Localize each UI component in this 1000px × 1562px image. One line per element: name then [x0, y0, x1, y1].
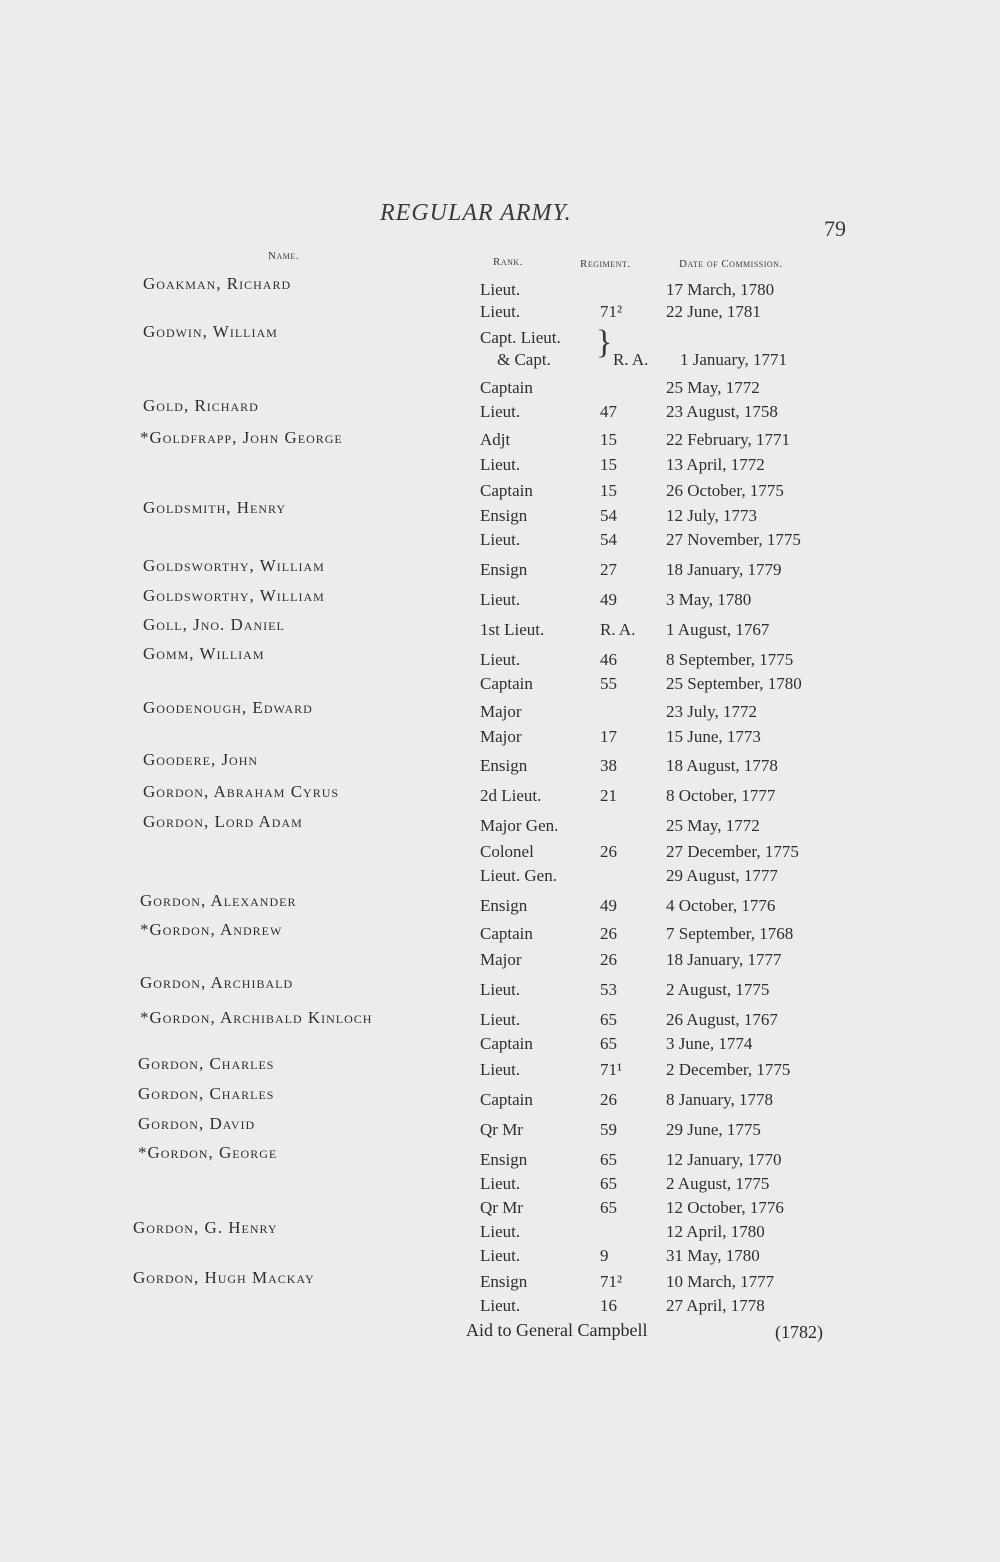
officer-name: Gold, Richard: [143, 396, 259, 415]
date-cell: 8 September, 1775: [666, 650, 794, 669]
regiment-cell: 26: [600, 842, 617, 861]
officer-name: Goldsworthy, William: [143, 556, 325, 575]
rank-cell: Qr Mr: [480, 1198, 523, 1217]
rank-cell: Ensign: [480, 1272, 528, 1291]
date-cell: 7 September, 1768: [666, 924, 794, 943]
rank-cell: Lieut.: [480, 1246, 521, 1265]
regiment-cell: 27: [600, 560, 617, 579]
officer-name: Gordon, Lord Adam: [143, 812, 303, 831]
rank-cell: Captain: [480, 1034, 533, 1053]
rank-cell: Lieut.: [480, 455, 521, 474]
date-cell: 12 April, 1780: [666, 1222, 765, 1241]
regiment-cell: R. A.: [613, 350, 649, 369]
officer-name: Goodere, John: [143, 750, 259, 769]
regiment-cell: 15: [600, 481, 617, 500]
rank-cell: Ensign: [480, 1150, 528, 1169]
regiment-cell: 65: [600, 1034, 617, 1053]
rank-cell: Captain: [480, 1090, 533, 1109]
date-cell: 15 June, 1773: [666, 727, 761, 746]
date-cell: 2 August, 1775: [666, 980, 770, 999]
rank-cell: Lieut.: [480, 1060, 521, 1079]
footer-note: Aid to General Campbell: [466, 1320, 648, 1340]
regiment-cell: 9: [600, 1246, 609, 1265]
regiment-cell: 65: [600, 1174, 617, 1193]
date-cell: 22 February, 1771: [666, 430, 791, 449]
date-cell: 26 August, 1767: [666, 1010, 778, 1029]
footer-year: (1782): [775, 1322, 823, 1342]
officer-name: Goll, Jno. Daniel: [143, 615, 285, 634]
date-cell: 25 May, 1772: [666, 378, 760, 397]
officer-name: Goakman, Richard: [143, 274, 292, 293]
date-cell: 3 May, 1780: [666, 590, 752, 609]
rank-cell: Ensign: [480, 560, 528, 579]
regiment-cell: 17: [600, 727, 617, 746]
rank-cell: 1st Lieut.: [480, 620, 545, 639]
date-cell: 1 January, 1771: [680, 350, 788, 369]
regiment-cell: 38: [600, 756, 617, 775]
rank-cell: Qr Mr: [480, 1120, 523, 1139]
date-cell: 17 March, 1780: [666, 280, 775, 299]
date-cell: 8 October, 1777: [666, 786, 776, 805]
date-cell: 12 October, 1776: [666, 1198, 784, 1217]
rank-cell: Lieut.: [480, 590, 521, 609]
rank-cell: Captain: [480, 924, 533, 943]
date-cell: 23 August, 1758: [666, 402, 778, 421]
rank-cell: Ensign: [480, 506, 528, 525]
date-cell: 4 October, 1776: [666, 896, 776, 915]
date-cell: 2 December, 1775: [666, 1060, 791, 1079]
column-header-name: Name.: [268, 250, 299, 262]
rank-cell: Captain: [480, 378, 533, 397]
regiment-cell: 16: [600, 1296, 617, 1315]
date-cell: 8 January, 1778: [666, 1090, 774, 1109]
rank-cell: Ensign: [480, 756, 528, 775]
regiment-cell: 47: [600, 402, 617, 421]
officer-name: Gordon, Charles: [138, 1054, 275, 1073]
date-cell: 25 May, 1772: [666, 816, 760, 835]
column-header-rank: Rank.: [493, 256, 523, 268]
date-cell: 29 June, 1775: [666, 1120, 761, 1139]
officer-name: Gordon, Hugh Mackay: [133, 1268, 315, 1287]
date-cell: 27 December, 1775: [666, 842, 799, 861]
rank-cell: Lieut.: [480, 402, 521, 421]
date-cell: 13 April, 1772: [666, 455, 765, 474]
officer-name: *Goldfrapp, John George: [140, 428, 343, 447]
rank-cell: Lieut.: [480, 302, 521, 321]
rank-cell: Colonel: [480, 842, 534, 861]
column-header-regiment: Regiment.: [580, 258, 631, 270]
regiment-cell: R. A.: [600, 620, 636, 639]
rank-cell: Major: [480, 702, 522, 721]
date-cell: 29 August, 1777: [666, 866, 778, 885]
date-cell: 26 October, 1775: [666, 481, 784, 500]
officer-name: Gordon, David: [138, 1114, 256, 1133]
rank-cell: Major: [480, 727, 522, 746]
rank-cell: Lieut.: [480, 280, 521, 299]
date-cell: 2 August, 1775: [666, 1174, 770, 1193]
regiment-cell: 54: [600, 506, 617, 525]
rank-cell: 2d Lieut.: [480, 786, 542, 805]
date-cell: 10 March, 1777: [666, 1272, 775, 1291]
rank-cell: Capt. Lieut.: [480, 328, 561, 347]
regiment-cell: 65: [600, 1198, 617, 1217]
date-cell: 12 January, 1770: [666, 1150, 782, 1169]
regiment-cell: 55: [600, 674, 617, 693]
date-cell: 27 November, 1775: [666, 530, 801, 549]
regiment-cell: 46: [600, 650, 617, 669]
rank-cell: Ensign: [480, 896, 528, 915]
date-cell: 12 July, 1773: [666, 506, 757, 525]
regiment-cell: 71¹: [600, 1060, 623, 1079]
officer-name: *Gordon, George: [138, 1143, 278, 1162]
regiment-cell: 65: [600, 1150, 617, 1169]
rank-cell: Lieut.: [480, 1174, 521, 1193]
regiment-cell: 53: [600, 980, 617, 999]
regiment-cell: 49: [600, 896, 617, 915]
rank-cell: Adjt: [480, 430, 511, 449]
date-cell: 1 August, 1767: [666, 620, 770, 639]
regiment-cell: 71²: [600, 1272, 623, 1291]
officer-name: *Gordon, Andrew: [140, 920, 283, 939]
officer-name: Goodenough, Edward: [143, 698, 313, 717]
regiment-cell: 49: [600, 590, 617, 609]
column-header-date: Date of Commission.: [679, 258, 783, 270]
regiment-cell: 59: [600, 1120, 617, 1139]
rank-cell: Major: [480, 950, 522, 969]
rank-cell: Major Gen.: [480, 816, 559, 835]
rank-cell: Lieut.: [480, 980, 521, 999]
regiment-cell: 15: [600, 430, 617, 449]
date-cell: 18 January, 1777: [666, 950, 782, 969]
officer-name: Goldsworthy, William: [143, 586, 325, 605]
officer-name: Godwin, William: [143, 322, 278, 341]
rank-cell: Captain: [480, 481, 533, 500]
rank-cell: Lieut.: [480, 530, 521, 549]
officer-name: Goldsmith, Henry: [143, 498, 287, 517]
date-cell: 22 June, 1781: [666, 302, 761, 321]
page-title: REGULAR ARMY.: [380, 200, 572, 226]
officer-name: Gordon, Alexander: [140, 891, 297, 910]
rank-cell: Lieut.: [480, 1010, 521, 1029]
rank-cell: Captain: [480, 674, 533, 693]
regiment-cell: 15: [600, 455, 617, 474]
date-cell: 3 June, 1774: [666, 1034, 753, 1053]
page-number: 79: [824, 216, 846, 241]
rank-cell: Lieut.: [480, 1296, 521, 1315]
regiment-cell: 21: [600, 786, 617, 805]
rank-cell: Lieut.: [480, 650, 521, 669]
regiment-cell: 26: [600, 924, 617, 943]
regiment-cell: 54: [600, 530, 617, 549]
rank-cell: & Capt.: [497, 350, 551, 369]
officer-name: Gordon, Abraham Cyrus: [143, 782, 340, 801]
date-cell: 31 May, 1780: [666, 1246, 760, 1265]
officer-name: *Gordon, Archibald Kinloch: [140, 1008, 373, 1027]
rank-cell: Lieut.: [480, 1222, 521, 1241]
date-cell: 27 April, 1778: [666, 1296, 765, 1315]
officer-name: Gomm, William: [143, 644, 265, 663]
rank-cell: Lieut. Gen.: [480, 866, 557, 885]
officer-name: Gordon, Archibald: [140, 973, 294, 992]
date-cell: 25 September, 1780: [666, 674, 802, 693]
officer-name: Gordon, Charles: [138, 1084, 275, 1103]
officer-name: Gordon, G. Henry: [133, 1218, 278, 1237]
regiment-cell: 65: [600, 1010, 617, 1029]
regiment-cell: 71²: [600, 302, 623, 321]
date-cell: 18 January, 1779: [666, 560, 782, 579]
regiment-cell: 26: [600, 950, 617, 969]
date-cell: 23 July, 1772: [666, 702, 757, 721]
date-cell: 18 August, 1778: [666, 756, 778, 775]
regiment-cell: 26: [600, 1090, 617, 1109]
brace-mark: }: [596, 324, 613, 361]
